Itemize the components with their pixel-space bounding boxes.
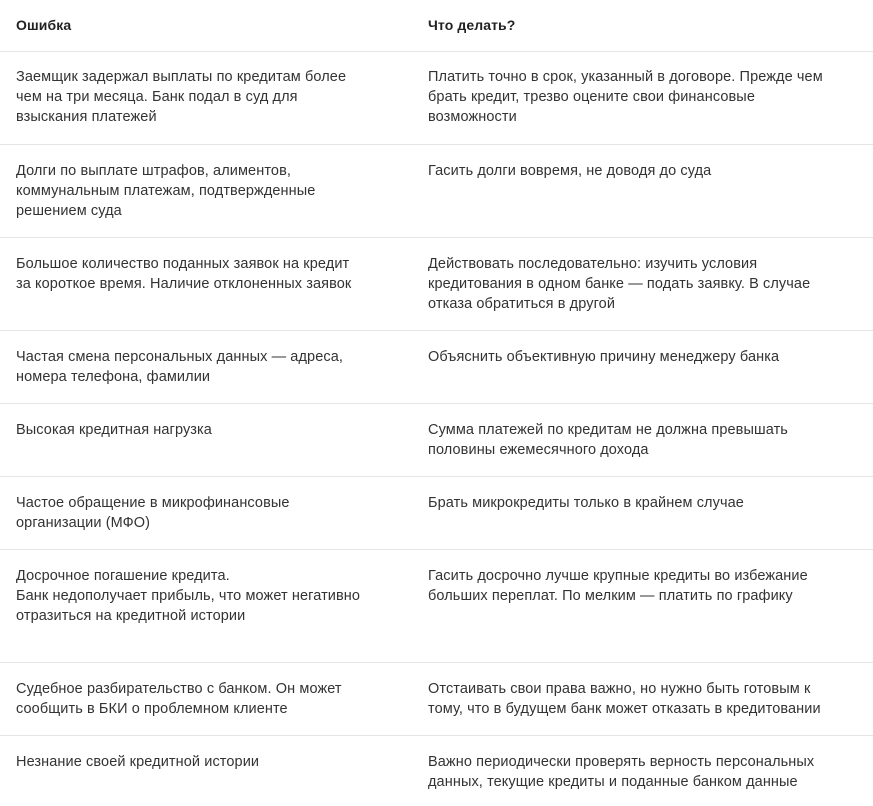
mistake-cell [0,161,412,237]
action-cell [412,254,873,330]
mistake-text-line: Высокая кредитная нагрузка [16,422,212,438]
action-text-line: Брать микрокредиты только в крайнем случае [428,495,744,511]
table-row [0,404,873,477]
mistake-text-line: Досрочное погашение кредита. [16,568,230,584]
mistake-cell [0,420,412,476]
mistake-text-line: Долги по выплате штрафов, алиментов, [16,163,292,179]
table-row [0,238,873,331]
table-row [0,736,873,806]
mistake-text-line: организации (МФО) [16,515,151,531]
mistake-cell [0,347,412,403]
action-cell [412,679,873,735]
mistake-text-line: Частая смена персональных данных — адреса, [16,349,344,365]
mistake-text-line: Большое количество поданных заявок на кредит [16,256,350,272]
mistake-text-line: Банк недополучает прибыль, что может негативно [16,588,361,604]
action-text-line: Платить точно в срок, указанный в договоре. Прежде чем [428,69,823,85]
mistake-text-line: взыскания платежей [16,109,157,125]
mistake-text-line: сообщить в БКИ о проблемном клиенте [16,701,288,717]
table-body [0,52,873,806]
action-text-line: Гасить долги вовремя, не доводя до суда [428,163,712,179]
mistake-text-line: номера телефона, фамилии [16,369,211,385]
action-cell [412,493,873,549]
action-text-line: больших переплат. По мелким — платить по графику [428,588,793,604]
action-cell [412,752,873,806]
action-cell [412,347,873,403]
mistake-text-line: за короткое время. Наличие отклоненных заявок [16,276,352,292]
table-row [0,52,873,145]
mistake-cell [0,254,412,330]
action-cell [412,420,873,476]
table-row [0,550,873,663]
mistake-cell [0,752,412,806]
mistake-text-line: отразиться на кредитной истории [16,608,246,624]
mistake-text-line: Заемщик задержал выплаты по кредитам более [16,69,347,85]
action-text-line: возможности [428,109,517,125]
mistake-text-line: Незнание своей кредитной истории [16,754,260,770]
action-text-line: Гасить досрочно лучше крупные кредиты во избежание [428,568,808,584]
action-cell [412,67,873,144]
mistake-cell [0,566,412,662]
table-header-row [0,0,873,52]
action-text-line: Объяснить объективную причину менеджеру банка [428,349,780,365]
action-text-line: Важно периодически проверять верность персональных [428,754,815,770]
table-row [0,145,873,238]
table-row [0,331,873,404]
mistake-cell [0,679,412,735]
header-action: Что делать? [428,17,516,33]
mistake-text-line: Частое обращение в микрофинансовые [16,495,290,511]
mistake-cell [0,493,412,549]
action-cell [412,566,873,662]
action-text-line: Действовать последовательно: изучить условия [428,256,758,272]
mistake-text-line: решением суда [16,203,122,219]
mistake-cell [0,67,412,144]
action-text-line: отказа обратиться в другой [428,296,616,312]
action-text-line: Отстаивать свои права важно, но нужно быть готовым к [428,681,811,697]
action-text-line: данных, текущие кредиты и поданные банком данные [428,774,798,790]
table-row [0,477,873,550]
action-text-line: брать кредит, трезво оцените свои финансовые [428,89,755,105]
mistake-text-line: Судебное разбирательство с банком. Он может [16,681,342,697]
action-cell [412,161,873,237]
action-text-line: тому, что в будущем банк может отказать в кредитовании [428,701,821,717]
action-text-line: кредитования в одном банке — подать заявку. В случае [428,276,811,292]
header-mistake: Ошибка [16,17,72,33]
action-text-line: половины ежемесячного дохода [428,442,649,458]
table-row [0,663,873,736]
mistake-text-line: коммунальным платежам, подтвержденные [16,183,316,199]
action-text-line: Сумма платежей по кредитам не должна превышать [428,422,788,438]
mistake-text-line: чем на три месяца. Банк подал в суд для [16,89,298,105]
